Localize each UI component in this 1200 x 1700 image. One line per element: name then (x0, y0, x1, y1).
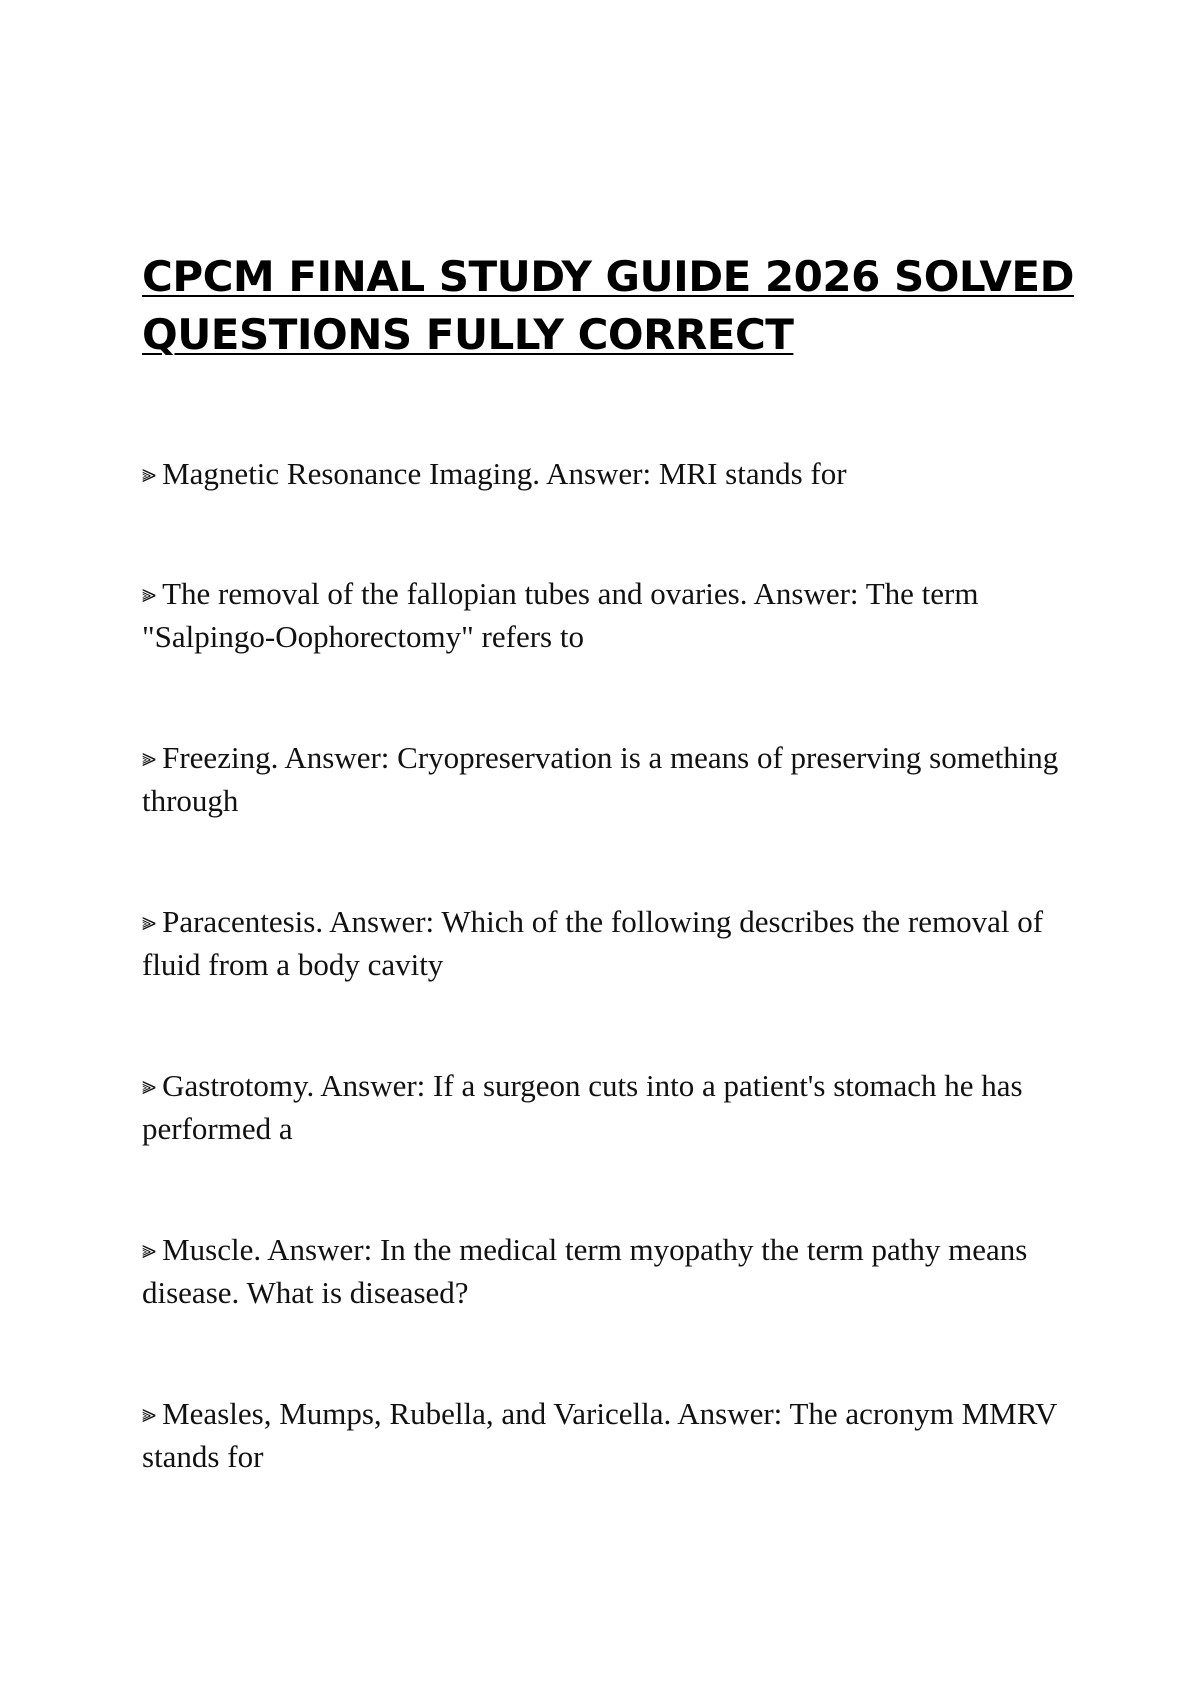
list-item (142, 1228, 1072, 1314)
arrow-bullet-icon: ⫸ (142, 1071, 157, 1100)
list-item-text: Freezing. Answer: Cryopreservation is a means of preserving something through (142, 740, 1059, 818)
list-item-text: Gastrotomy. Answer: If a surgeon cuts into a patient's stomach he has performed a (142, 1068, 1023, 1146)
list-item (142, 572, 1072, 658)
page-title (142, 248, 1102, 364)
list-item-text: The removal of the fallopian tubes and ovaries. Answer: The term "Salpingo-Oophorectomy" refers to (142, 576, 979, 654)
arrow-bullet-icon: ⫸ (142, 459, 157, 488)
list-item (142, 736, 1072, 822)
arrow-bullet-icon: ⫸ (142, 907, 157, 936)
arrow-bullet-icon: ⫸ (142, 1399, 157, 1428)
arrow-bullet-icon: ⫸ (142, 579, 157, 608)
list-item (142, 1392, 1072, 1478)
arrow-bullet-icon: ⫸ (142, 743, 157, 772)
title-line-2: QUESTIONS FULLY CORRECT (142, 310, 794, 359)
list-item (142, 900, 1072, 986)
list-item (142, 452, 1072, 495)
list-item (142, 1064, 1072, 1150)
list-item-text: Muscle. Answer: In the medical term myopathy the term pathy means disease. What is diseased? (142, 1232, 1028, 1310)
list-item-text: Paracentesis. Answer: Which of the following describes the removal of fluid from a body cavity (142, 904, 1044, 982)
title-line-1: CPCM FINAL STUDY GUIDE 2026 SOLVED (142, 252, 1074, 301)
list-item-text: Measles, Mumps, Rubella, and Varicella. Answer: The acronym MMRV stands for (142, 1396, 1057, 1474)
list-item-text: Magnetic Resonance Imaging. Answer: MRI stands for (162, 456, 847, 491)
arrow-bullet-icon: ⫸ (142, 1235, 157, 1264)
